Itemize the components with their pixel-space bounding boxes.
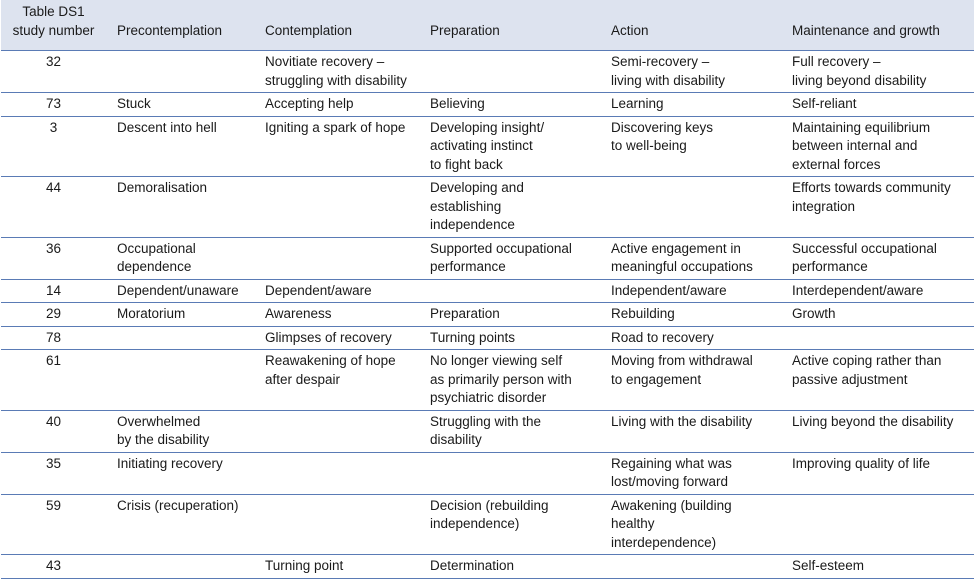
table-row xyxy=(1,326,974,350)
cell-study-number: 29 xyxy=(1,303,106,327)
cell-precontemplation xyxy=(106,51,254,93)
cell-preparation: No longer viewing self as primarily person with psychiatric disorder xyxy=(419,350,600,411)
cell-action: Moving from withdrawal to engagement xyxy=(600,350,781,411)
cell-study-number: 35 xyxy=(1,452,106,494)
table-header xyxy=(1,0,974,51)
cell-maintenance-and-growth: Full recovery – living beyond disability xyxy=(781,51,974,93)
cell-preparation xyxy=(419,279,600,303)
cell-precontemplation: Occupational dependence xyxy=(106,237,254,279)
cell-action: Awakening (building healthy interdependence) xyxy=(600,494,781,555)
cell-maintenance-and-growth: Efforts towards community integration xyxy=(781,177,974,238)
cell-contemplation xyxy=(254,410,419,452)
cell-maintenance-and-growth: Maintaining equilibrium between internal and external forces xyxy=(781,116,974,177)
cell-maintenance-and-growth: Active coping rather than passive adjustment xyxy=(781,350,974,411)
cell-contemplation xyxy=(254,177,419,238)
header-precontemplation: Precontemplation xyxy=(117,22,223,38)
cell-action: Rebuilding xyxy=(600,303,781,327)
table-row xyxy=(1,279,974,303)
cell-precontemplation: Overwhelmed by the disability xyxy=(106,410,254,452)
stages-table xyxy=(1,0,974,579)
cell-study-number: 14 xyxy=(1,279,106,303)
cell-precontemplation: Descent into hell xyxy=(106,116,254,177)
cell-action xyxy=(600,177,781,238)
cell-preparation: Believing xyxy=(419,93,600,117)
cell-preparation: Developing and establishing independence xyxy=(419,177,600,238)
cell-contemplation: Awareness xyxy=(254,303,419,327)
header-preparation: Preparation xyxy=(430,22,500,38)
cell-maintenance-and-growth: Successful occupational performance xyxy=(781,237,974,279)
cell-maintenance-and-growth: Living beyond the disability xyxy=(781,410,974,452)
cell-study-number: 61 xyxy=(1,350,106,411)
cell-precontemplation: Dependent/unaware xyxy=(106,279,254,303)
cell-precontemplation: Initiating recovery xyxy=(106,452,254,494)
header-action: Action xyxy=(611,22,649,38)
cell-contemplation: Glimpses of recovery xyxy=(254,326,419,350)
cell-maintenance-and-growth xyxy=(781,494,974,555)
cell-contemplation: Turning point xyxy=(254,555,419,579)
cell-precontemplation xyxy=(106,555,254,579)
cell-action: Living with the disability xyxy=(600,410,781,452)
cell-action: Discovering keys to well-being xyxy=(600,116,781,177)
table-row xyxy=(1,303,974,327)
cell-contemplation xyxy=(254,494,419,555)
table-row xyxy=(1,452,974,494)
cell-action: Learning xyxy=(600,93,781,117)
header-contemplation: Contemplation xyxy=(265,22,353,38)
cell-contemplation: Accepting help xyxy=(254,93,419,117)
table-row xyxy=(1,494,974,555)
cell-maintenance-and-growth: Interdependent/aware xyxy=(781,279,974,303)
cell-action: Road to recovery xyxy=(600,326,781,350)
cell-maintenance-and-growth: Growth xyxy=(781,303,974,327)
cell-maintenance-and-growth: Improving quality of life xyxy=(781,452,974,494)
cell-preparation: Decision (rebuilding independence) xyxy=(419,494,600,555)
table-row xyxy=(1,410,974,452)
table-row xyxy=(1,177,974,238)
table-body xyxy=(1,51,974,579)
cell-contemplation: Igniting a spark of hope xyxy=(254,116,419,177)
cell-preparation: Determination xyxy=(419,555,600,579)
cell-study-number: 32 xyxy=(1,51,106,93)
cell-contemplation: Dependent/aware xyxy=(254,279,419,303)
cell-action: Active engagement in meaningful occupations xyxy=(600,237,781,279)
cell-contemplation: Novitiate recovery – struggling with disability xyxy=(254,51,419,93)
table-row xyxy=(1,51,974,93)
cell-study-number: 43 xyxy=(1,555,106,579)
cell-precontemplation: Demoralisation xyxy=(106,177,254,238)
cell-action: Semi-recovery – living with disability xyxy=(600,51,781,93)
cell-preparation xyxy=(419,51,600,93)
cell-study-number: 73 xyxy=(1,93,106,117)
cell-preparation: Struggling with the disability xyxy=(419,410,600,452)
cell-action: Independent/aware xyxy=(600,279,781,303)
cell-contemplation xyxy=(254,237,419,279)
cell-study-number: 40 xyxy=(1,410,106,452)
cell-maintenance-and-growth: Self-reliant xyxy=(781,93,974,117)
table-row xyxy=(1,237,974,279)
cell-precontemplation: Moratorium xyxy=(106,303,254,327)
cell-maintenance-and-growth xyxy=(781,326,974,350)
cell-preparation: Preparation xyxy=(419,303,600,327)
cell-study-number: 78 xyxy=(1,326,106,350)
cell-study-number: 3 xyxy=(1,116,106,177)
cell-precontemplation xyxy=(106,350,254,411)
cell-preparation: Supported occupational performance xyxy=(419,237,600,279)
cell-preparation xyxy=(419,452,600,494)
cell-preparation: Developing insight/ activating instinct to fight back xyxy=(419,116,600,177)
cell-preparation: Turning points xyxy=(419,326,600,350)
table-row xyxy=(1,93,974,117)
cell-contemplation: Reawakening of hope after despair xyxy=(254,350,419,411)
cell-action xyxy=(600,555,781,579)
cell-action: Regaining what was lost/moving forward xyxy=(600,452,781,494)
cell-study-number: 59 xyxy=(1,494,106,555)
header-maintenance-and-growth: Maintenance and growth xyxy=(792,22,940,38)
cell-precontemplation: Crisis (recuperation) xyxy=(106,494,254,555)
cell-precontemplation: Stuck xyxy=(106,93,254,117)
cell-study-number: 44 xyxy=(1,177,106,238)
cell-study-number: 36 xyxy=(1,237,106,279)
cell-contemplation xyxy=(254,452,419,494)
cell-precontemplation xyxy=(106,326,254,350)
table-row xyxy=(1,350,974,411)
header-row xyxy=(1,0,974,51)
table-row xyxy=(1,555,974,579)
table-row xyxy=(1,116,974,177)
cell-maintenance-and-growth: Self-esteem xyxy=(781,555,974,579)
header-study-number: Table DS1 study number xyxy=(12,4,95,38)
